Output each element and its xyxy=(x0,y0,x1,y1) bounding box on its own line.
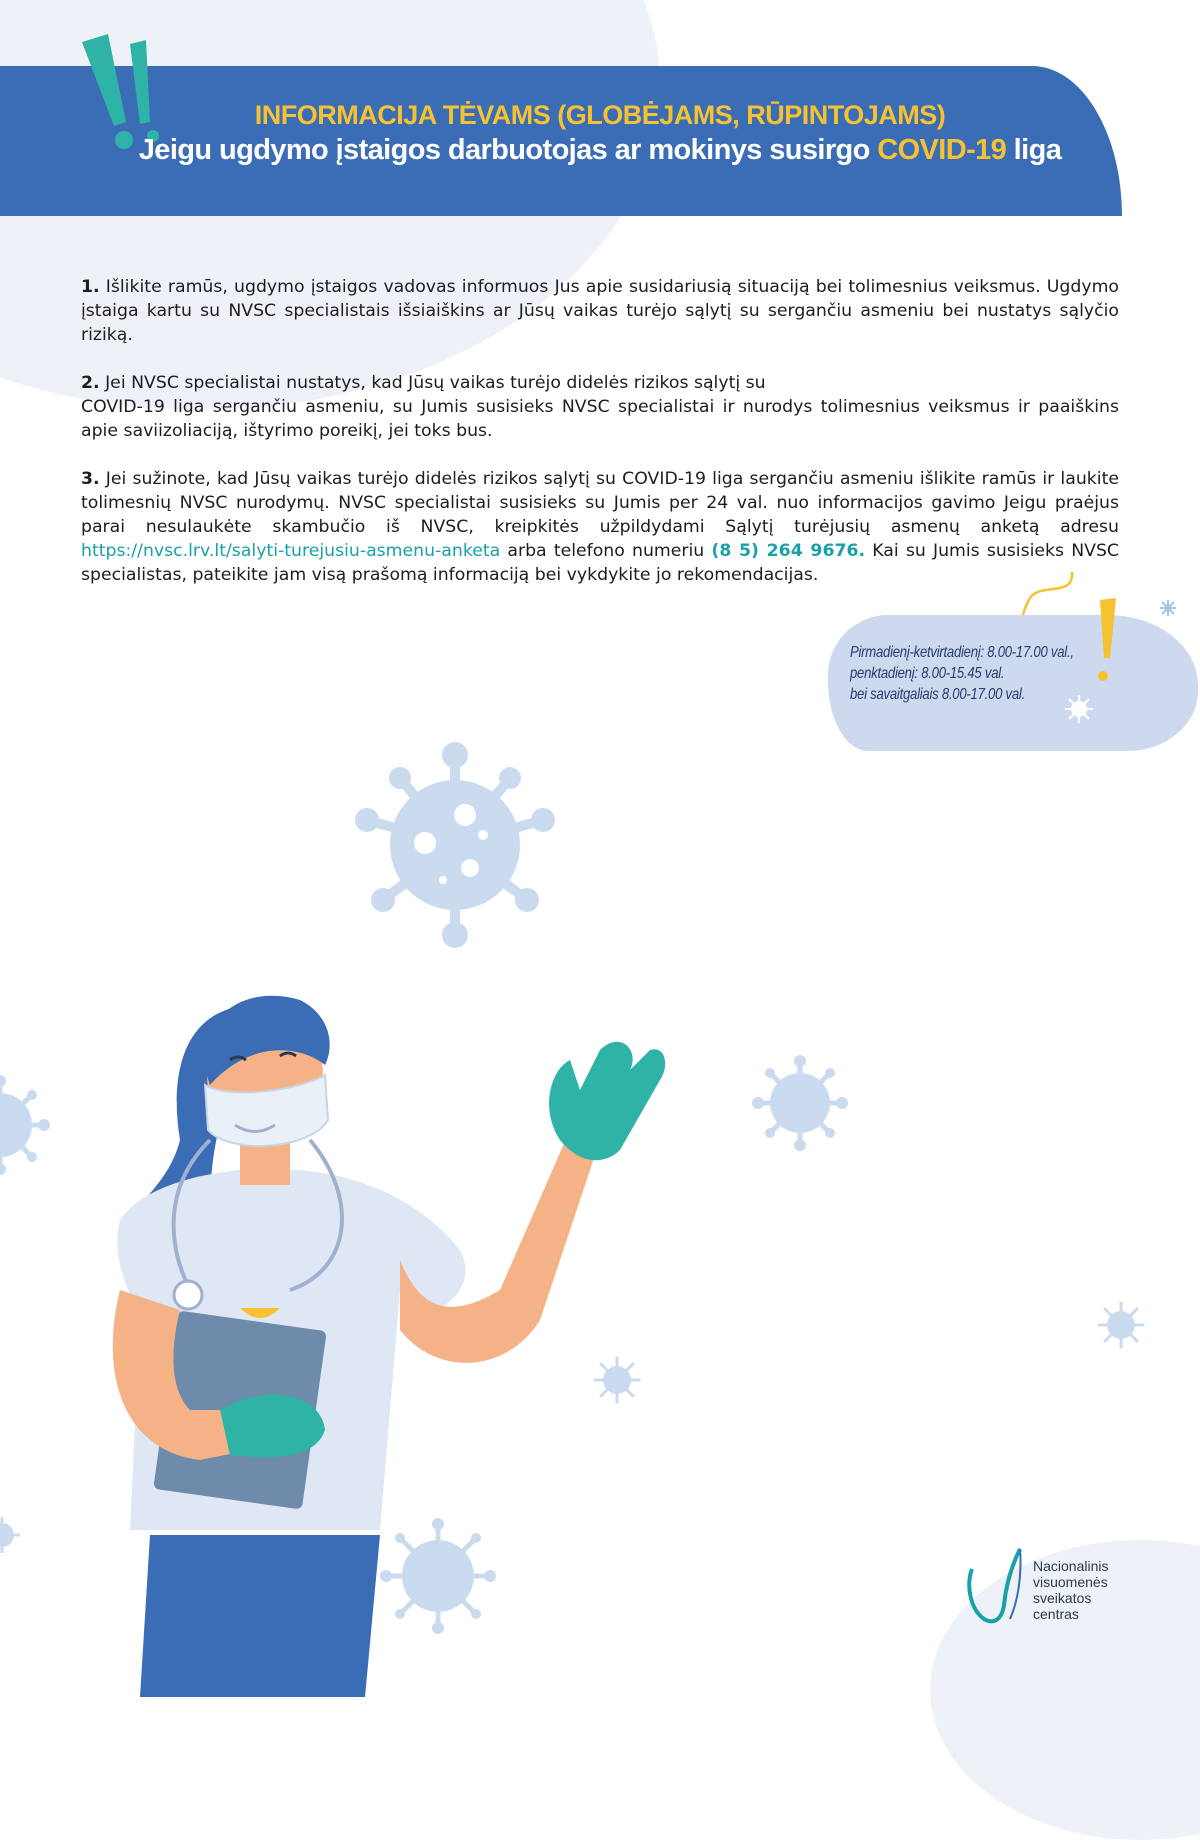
paragraph-text: COVID-19 liga sergančiu asmeniu, su Jumis susisieks NVSC specialistai ir nurodys tolimesnius veiksmus ir paaiškins apie saviizoliaciją, ištyrimo poreikį, jei toks bus. xyxy=(81,397,1119,441)
paragraph-2 xyxy=(81,371,1119,443)
exclamation-small-icon xyxy=(1092,596,1122,684)
logo-line: centras xyxy=(1033,1606,1079,1622)
working-hours xyxy=(850,642,1074,705)
virus-icon xyxy=(752,1055,848,1151)
subtitle-tail: liga xyxy=(1006,134,1062,166)
subtitle-highlight: COVID-19 xyxy=(877,134,1007,166)
paragraph-number: 1. xyxy=(81,277,100,297)
logo-line: Nacionalinis xyxy=(1033,1558,1109,1574)
paragraph-text: Jei sužinote, kad Jūsų vaikas turėjo didelės rizikos sąlytį su COVID-19 liga sergančiu asmeniu išlikite ramūs ir laukite tolimesnių NVSC nurodymų. NVSC specialistai susisieks su Jumis per 24 val. nuo informacijos gavimo Jeigu praėjus parai nesulaukėte skambučio iš NVSC, kreipkitės užpildydami Sąlytį turėjusių asmenų anketą adresu xyxy=(81,469,1119,537)
nvsc-logo-icon xyxy=(962,1545,1032,1627)
virus-icon xyxy=(0,1075,50,1175)
sparkle-icon xyxy=(1064,694,1094,724)
form-link[interactable]: https://nvsc.lrv.lt/salyti-turejusiu-asmenu-anketa xyxy=(81,541,501,561)
sparkle-icon xyxy=(1160,600,1176,616)
hours-line: penktadienį: 8.00-15.45 val. xyxy=(850,665,1005,682)
paragraph-3 xyxy=(81,467,1119,587)
page-subtitle xyxy=(0,134,1200,167)
logo-line: visuomenės xyxy=(1033,1574,1108,1590)
paragraph-text: arba telefono numeriu xyxy=(500,541,712,561)
hours-line: bei savaitgaliais 8.00-17.00 val. xyxy=(850,686,1025,703)
exclamation-icon xyxy=(78,30,174,150)
paragraph-1 xyxy=(81,275,1119,347)
paragraph-text: Jei NVSC specialistai nustatys, kad Jūsų vaikas turėjo didelės rizikos sąlytį su xyxy=(99,373,766,393)
paragraph-text: Išlikite ramūs, ugdymo įstaigos vadovas informuos Jus apie susidariusią situaciją bei tolimesnius veiksmus. Ugdymo įstaiga kartu su NVSC specialistais išsiaiškins ar Jūsų vaikas turėjo sąlytį su sergančiu asmeniu bei nustatys sąlyčio riziką. xyxy=(81,277,1119,345)
paragraph-number: 3. xyxy=(81,469,100,489)
page-title: INFORMACIJA TĖVAMS (GLOBĖJAMS, RŪPINTOJAMS) xyxy=(254,100,946,130)
hours-line: Pirmadienį-ketvirtadienį: 8.00-17.00 val., xyxy=(850,644,1074,661)
virus-icon xyxy=(1096,1300,1146,1350)
nvsc-logo-text xyxy=(1033,1558,1108,1622)
paragraph-number: 2. xyxy=(81,373,100,393)
nurse-illustration xyxy=(60,990,680,1697)
logo-line: sveikatos xyxy=(1033,1590,1092,1606)
paragraph-text: Kai su Jumis susisieks NVSC specialistas, pateikite jam visą prašomą informaciją bei vykdykite jo rekomendacijas. xyxy=(81,541,1120,585)
phone-number[interactable]: (8 5) 264 9676. xyxy=(711,541,866,561)
instructions-body xyxy=(81,275,1119,611)
virus-icon xyxy=(0,1515,22,1555)
virus-icon xyxy=(355,740,555,950)
subtitle-text: Jeigu ugdymo įstaigos darbuotojas ar mokinys susirgo xyxy=(138,134,878,166)
